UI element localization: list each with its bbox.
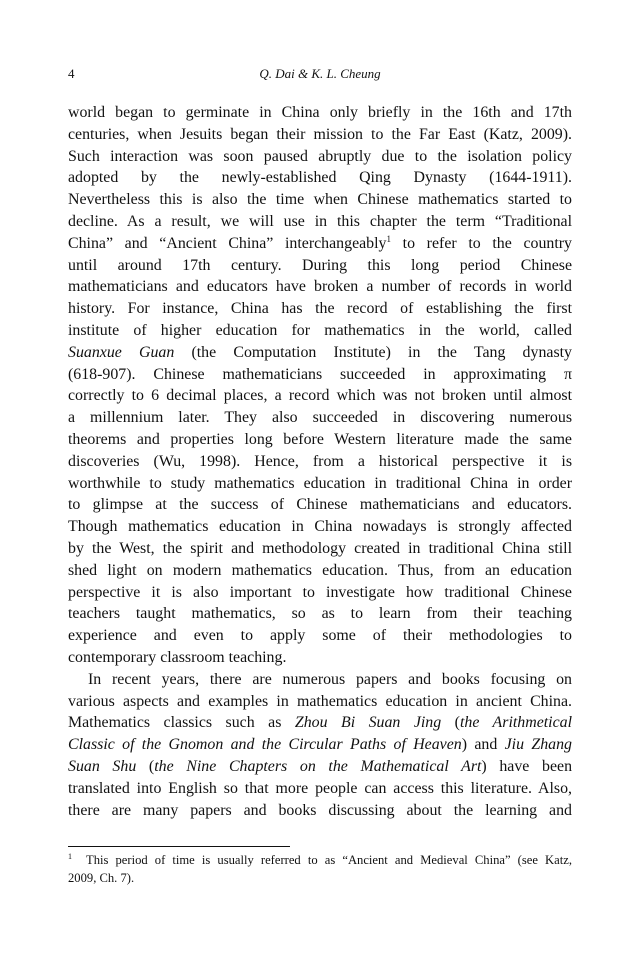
text-line: history. For instance, China has the record of establishing the first bbox=[68, 300, 572, 318]
text-line: discoveries (Wu, 1998). Hence, from a historical perspective it is bbox=[68, 452, 572, 470]
text-segment: ( bbox=[441, 714, 460, 732]
text-line: theorems and properties long before Western literature made the same bbox=[68, 430, 572, 448]
text-line: translated into English so that more people can access this literature. Also, bbox=[68, 779, 572, 797]
footnote-line: 2009, Ch. 7). bbox=[68, 871, 135, 885]
text-line bbox=[68, 756, 572, 778]
text-segment: Mathematics classics such as bbox=[68, 714, 295, 732]
italic-term: Suanxue Guan bbox=[68, 343, 175, 361]
italic-title: Zhou Bi Suan Jing bbox=[294, 714, 442, 732]
text-line: contemporary classroom teaching. bbox=[68, 648, 287, 666]
text-line: mathematicians and educators have broken a number of records in world bbox=[68, 278, 572, 296]
text-segment: China” and “Ancient China” interchangeably bbox=[68, 234, 387, 252]
footnote-reference: 1 bbox=[386, 233, 391, 244]
text-line: decline. As a result, we will use in this chapter the term “Traditional bbox=[68, 212, 572, 230]
footnote-line bbox=[68, 851, 572, 869]
text-line: experience and even to apply some of their methodologies to bbox=[68, 627, 572, 645]
body-text bbox=[68, 102, 572, 821]
footnote-marker: 1 bbox=[68, 852, 72, 861]
italic-title: Classic of the Gnomon and the Circular Paths of Heaven bbox=[68, 736, 462, 754]
text-line: shed light on modern mathematics education. Thus, from an education bbox=[68, 561, 572, 579]
text-line-with-footnote-ref bbox=[68, 233, 572, 255]
text-line: until around 17th century. During this long period Chinese bbox=[68, 256, 572, 274]
text-line: various aspects and examples in mathematics education in ancient China. bbox=[68, 692, 572, 710]
text-line bbox=[68, 734, 572, 756]
italic-title: Jiu Zhang bbox=[504, 736, 572, 754]
text-line bbox=[68, 712, 572, 734]
text-line: In recent years, there are numerous papers and books focusing on bbox=[88, 670, 572, 688]
running-head: Q. Dai & K. L. Cheung bbox=[259, 66, 381, 81]
text-line: Though mathematics education in China nowadays is strongly affected bbox=[68, 518, 572, 536]
text-segment: to refer to the country bbox=[390, 234, 572, 252]
footnote bbox=[68, 851, 572, 887]
text-line: centuries, when Jesuits began their mission to the Far East (Katz, 2009). bbox=[68, 125, 572, 143]
text-line: world began to germinate in China only briefly in the 16th and 17th bbox=[68, 104, 572, 121]
text-line: Nevertheless this is also the time when Chinese mathematics started to bbox=[68, 191, 572, 209]
text-line: there are many papers and books discussing about the learning and bbox=[68, 801, 572, 819]
text-line bbox=[68, 342, 572, 364]
text-segment: ( bbox=[136, 757, 155, 775]
text-line: to glimpse at the success of Chinese mathematicians and educators. bbox=[68, 496, 572, 514]
footnote-divider bbox=[68, 846, 290, 847]
text-line: perspective it is also important to investigate how traditional Chinese bbox=[68, 583, 572, 601]
text-line: (618-907). Chinese mathematicians succeeded in approximating π bbox=[68, 365, 572, 383]
text-segment: ) have been bbox=[481, 757, 573, 775]
text-line: worthwhile to study mathematics education in traditional China in order bbox=[68, 474, 572, 492]
text-line: adopted by the newly-established Qing Dynasty (1644-1911). bbox=[68, 169, 572, 187]
italic-title: the Arithmetical bbox=[459, 714, 572, 732]
text-segment: This period of time is usually referred to as “Ancient and Medieval China” (see Katz, bbox=[86, 853, 572, 867]
text-line: institute of higher education for mathematics in the world, called bbox=[68, 321, 572, 339]
text-segment: (the Computation Institute) in the Tang dynasty bbox=[174, 343, 572, 361]
italic-title: the Nine Chapters on the Mathematical Art bbox=[154, 757, 482, 775]
text-line: Such interaction was soon paused abruptly due to the isolation policy bbox=[68, 147, 572, 165]
text-line: teachers taught mathematics, so as to learn from their teaching bbox=[68, 605, 572, 623]
page-number: 4 bbox=[68, 66, 75, 81]
text-segment: ) and bbox=[461, 736, 505, 754]
text-line: a millennium later. They also succeeded in discovering numerous bbox=[68, 409, 572, 427]
text-line: by the West, the spirit and methodology created in traditional China still bbox=[68, 539, 572, 557]
italic-title: Suan Shu bbox=[68, 757, 137, 775]
page-header bbox=[68, 64, 572, 84]
text-line: correctly to 6 decimal places, a record which was not broken until almost bbox=[68, 387, 572, 405]
